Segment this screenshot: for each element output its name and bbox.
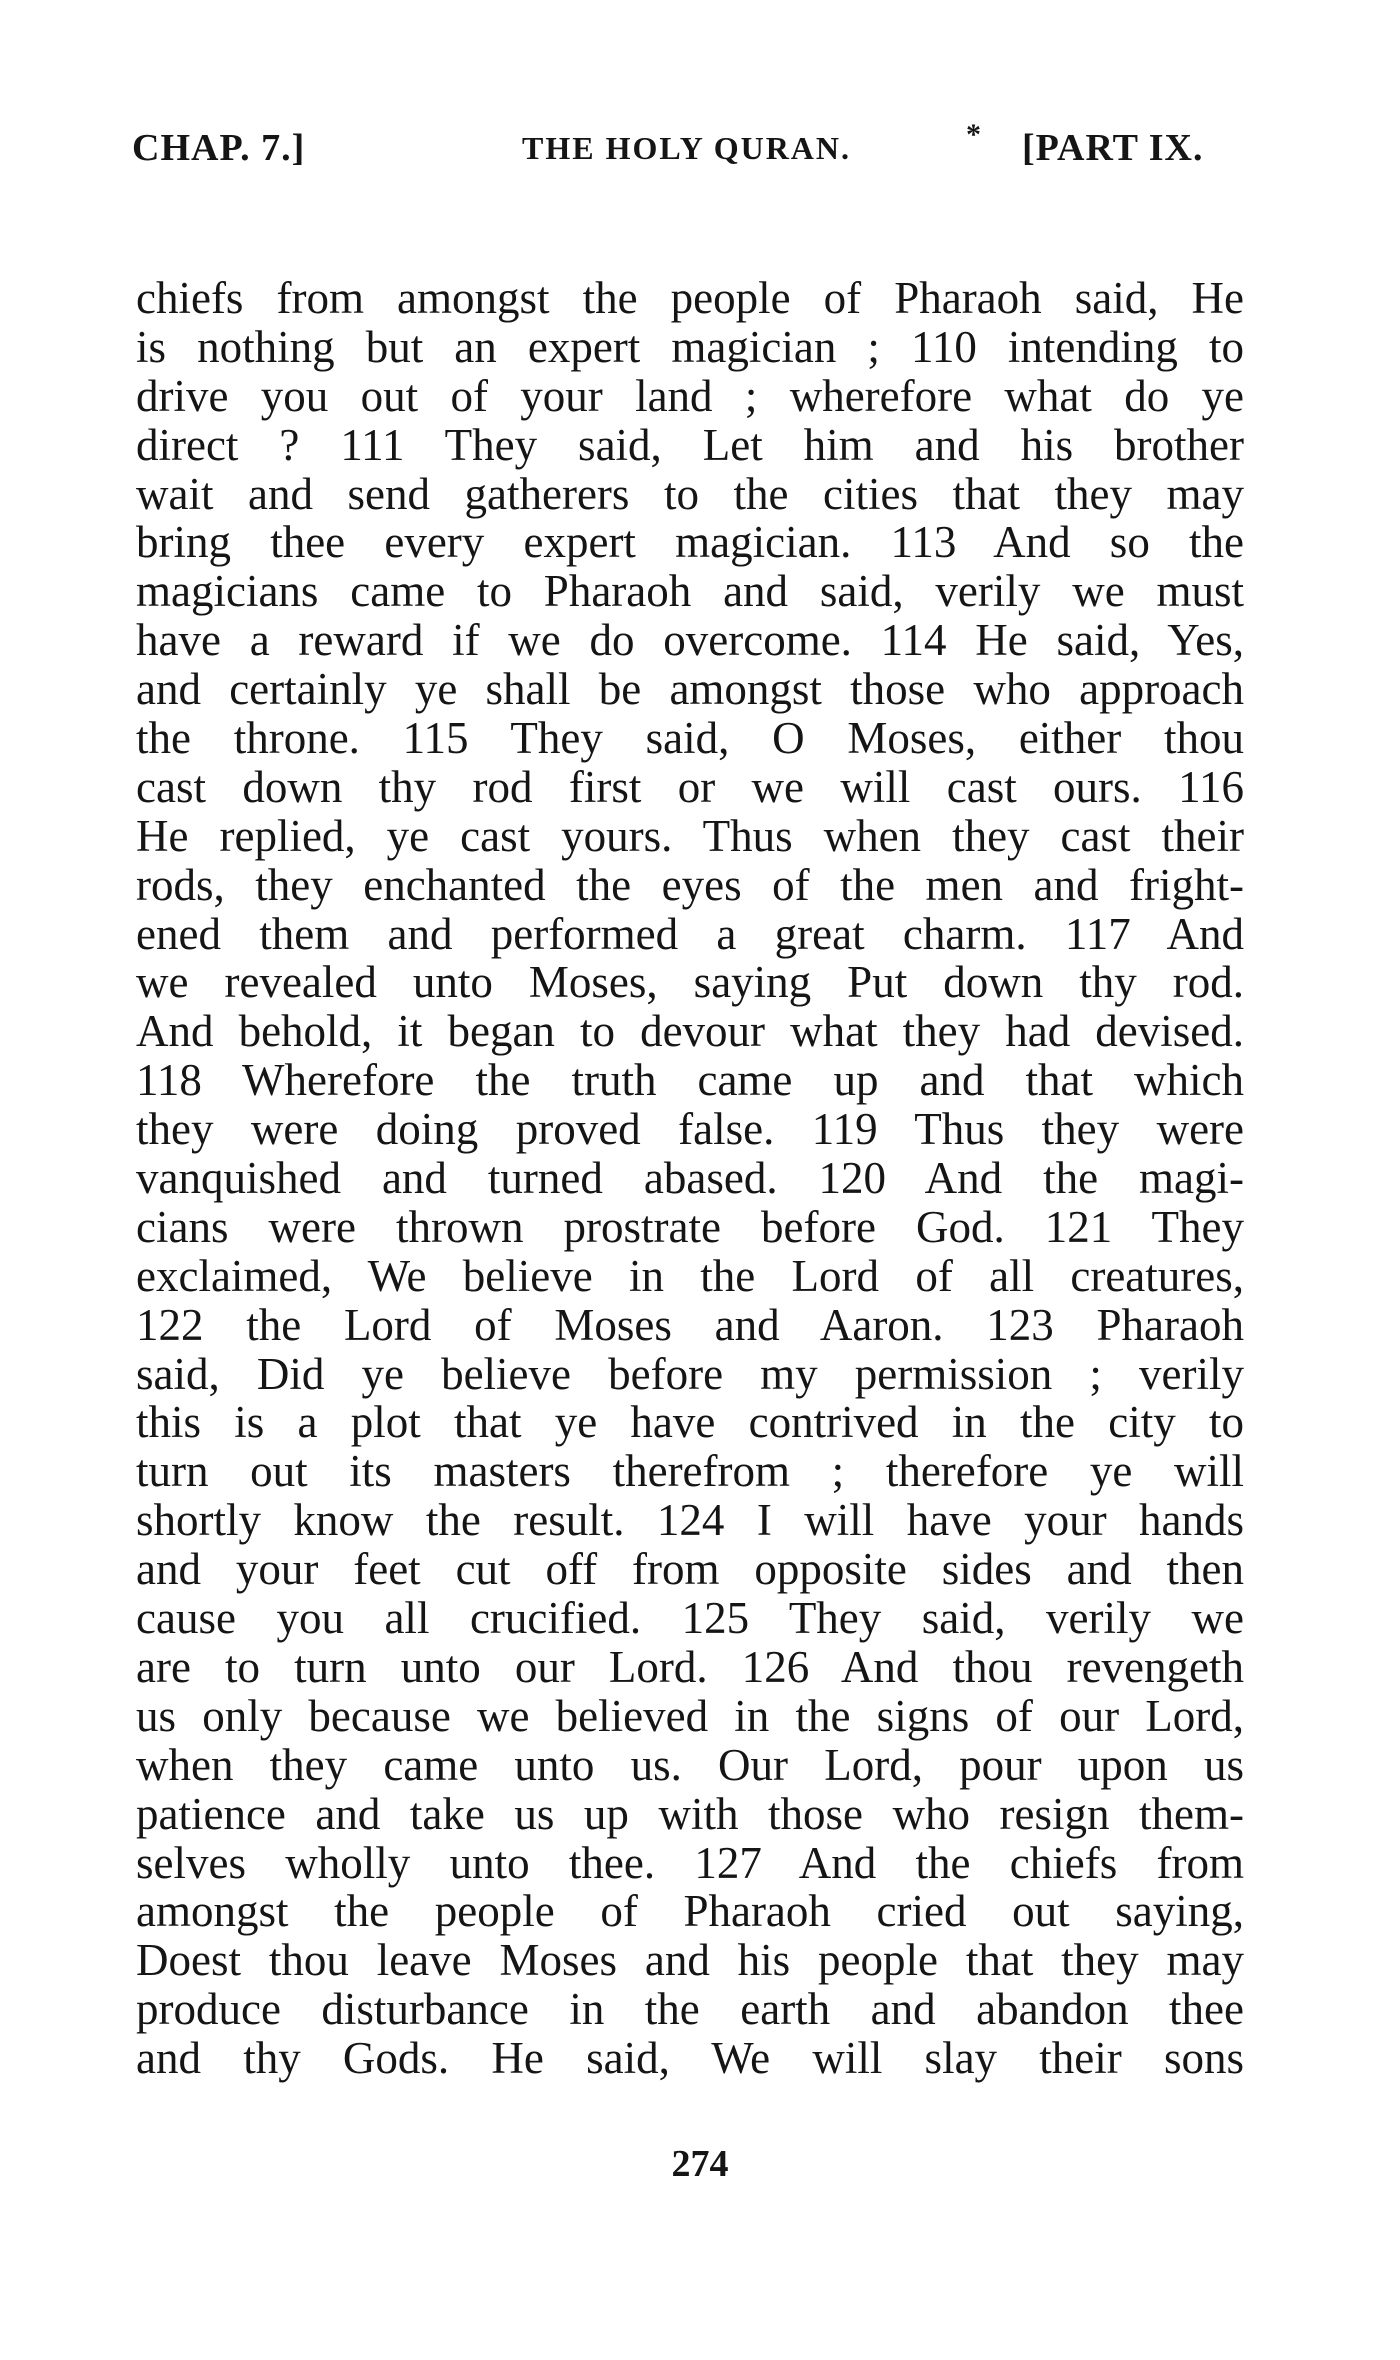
text-line: vanquished and turned abased. 120 And the magi- (136, 1153, 1244, 1204)
part-label: [PART IX. (1022, 127, 1204, 169)
printer-mark: * (966, 118, 982, 151)
text-line: wait and send gatherers to the cities that they may (136, 468, 1244, 519)
text-line: Doest thou leave Moses and his people that they may (136, 1935, 1244, 1986)
text-line: ened them and performed a great charm. 117 And (136, 908, 1244, 959)
text-line: And behold, it began to devour what they had devised. (136, 1006, 1244, 1057)
text-line: 118 Wherefore the truth came up and that which (136, 1055, 1244, 1106)
text-line: and certainly ye shall be amongst those who approach (136, 664, 1244, 715)
text-line: cast down thy rod first or we will cast ours. 116 (136, 761, 1244, 812)
text-line: shortly know the result. 124 I will have your hands (136, 1495, 1244, 1546)
text-line: is nothing but an expert magician ; 110 intending to (136, 321, 1244, 372)
text-line: us only because we believed in the signs of our Lord, (136, 1690, 1244, 1741)
text-line: this is a plot that ye have contrived in the city to (136, 1397, 1244, 1448)
text-line: bring thee every expert magician. 113 And so the (136, 517, 1244, 568)
text-line: said, Did ye believe before my permission ; verily (136, 1348, 1244, 1399)
text-line: and thy Gods. He said, We will slay their sons (136, 2033, 1244, 2084)
text-line: patience and take us up with those who resign them- (136, 1788, 1244, 1839)
text-line: selves wholly unto thee. 127 And the chiefs from (136, 1837, 1244, 1888)
text-line: they were doing proved false. 119 Thus they were (136, 1104, 1244, 1155)
text-line: produce disturbance in the earth and abandon thee (136, 1984, 1244, 2035)
text-line: we revealed unto Moses, saying Put down thy rod. (136, 957, 1244, 1008)
text-line: cians were thrown prostrate before God. 121 They (136, 1201, 1244, 1252)
text-line: He replied, ye cast yours. Thus when they cast their (136, 810, 1244, 861)
text-line: amongst the people of Pharaoh cried out saying, (136, 1886, 1244, 1937)
text-line: magicians came to Pharaoh and said, verily we must (136, 566, 1244, 617)
book-title: THE HOLY QURAN. (522, 130, 852, 166)
text-line: rods, they enchanted the eyes of the men and fright- (136, 859, 1244, 910)
text-line: turn out its masters therefrom ; therefore ye will (136, 1446, 1244, 1497)
text-line: the throne. 115 They said, O Moses, either thou (136, 713, 1244, 764)
text-line: have a reward if we do overcome. 114 He said, Yes, (136, 615, 1244, 666)
text-line: when they came unto us. Our Lord, pour upon us (136, 1739, 1244, 1790)
text-line: chiefs from amongst the people of Pharaoh said, He (136, 273, 1244, 323)
text-line: cause you all crucified. 125 They said, verily we (136, 1593, 1244, 1644)
text-line: and your feet cut off from opposite sides and then (136, 1544, 1244, 1595)
text-line: drive you out of your land ; wherefore what do ye (136, 370, 1244, 421)
running-head (132, 118, 1252, 176)
text-line: exclaimed, We believe in the Lord of all creatures, (136, 1250, 1244, 1301)
chapter-label: CHAP. 7.] (132, 127, 306, 169)
text-line: are to turn unto our Lord. 126 And thou revengeth (136, 1641, 1244, 1692)
text-line: direct ? 111 They said, Let him and his brother (136, 419, 1244, 470)
page-number: 274 (671, 2143, 729, 2185)
text-line: 122 the Lord of Moses and Aaron. 123 Pharaoh (136, 1299, 1244, 1350)
body-text (136, 274, 1244, 2083)
